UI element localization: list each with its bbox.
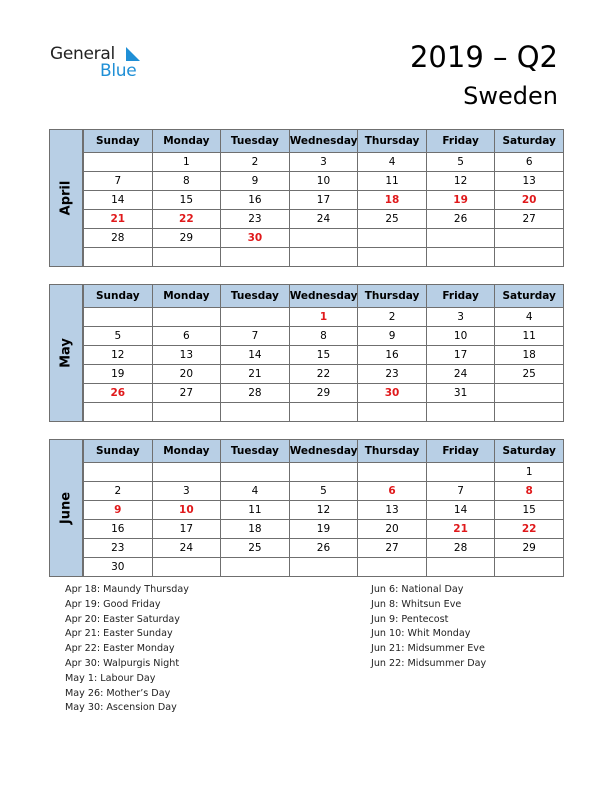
day-cell: 8: [495, 482, 564, 501]
week-row: [84, 308, 564, 327]
day-cell: [289, 558, 358, 577]
week-row: [84, 248, 564, 267]
day-cell: [84, 248, 153, 267]
weekday-header: Saturday: [495, 130, 564, 153]
day-cell: [358, 403, 427, 422]
month-side-bar: [49, 284, 83, 422]
day-cell: 29: [495, 539, 564, 558]
day-cell: [426, 403, 495, 422]
week-row: [84, 229, 564, 248]
day-cell: 23: [84, 539, 153, 558]
holiday-notes-right: [371, 583, 486, 672]
day-cell: 16: [84, 520, 153, 539]
day-cell: 27: [495, 210, 564, 229]
day-cell: [426, 248, 495, 267]
week-row: [84, 558, 564, 577]
day-cell: 18: [495, 346, 564, 365]
holiday-note: Jun 9: Pentecost: [371, 613, 449, 625]
day-cell: 7: [221, 327, 290, 346]
week-row: [84, 365, 564, 384]
day-cell: 28: [426, 539, 495, 558]
day-cell: 17: [152, 520, 221, 539]
day-cell: 4: [358, 153, 427, 172]
weekday-header: Friday: [426, 130, 495, 153]
weekday-header: Sunday: [84, 285, 153, 308]
day-cell: [495, 558, 564, 577]
day-cell: 24: [289, 210, 358, 229]
day-cell: 11: [221, 501, 290, 520]
day-cell: [152, 403, 221, 422]
day-cell: [84, 153, 153, 172]
weekday-header: Sunday: [84, 130, 153, 153]
weekday-header: Friday: [426, 440, 495, 463]
month-label: June: [58, 491, 74, 525]
day-cell: [84, 403, 153, 422]
day-cell: [152, 558, 221, 577]
calendar-table: [83, 129, 564, 267]
day-cell: [495, 403, 564, 422]
week-row: [84, 191, 564, 210]
day-cell: 2: [221, 153, 290, 172]
day-cell: 30: [84, 558, 153, 577]
holiday-note: Apr 18: Maundy Thursday: [65, 584, 189, 595]
day-cell: 6: [358, 482, 427, 501]
holiday-notes-left: [65, 583, 189, 716]
weekday-header: Wednesday: [289, 285, 358, 308]
day-cell: 1: [289, 308, 358, 327]
day-cell: [84, 308, 153, 327]
weekday-header: Tuesday: [221, 285, 290, 308]
day-cell: 26: [426, 210, 495, 229]
weekday-header: Tuesday: [221, 130, 290, 153]
day-cell: 13: [495, 172, 564, 191]
week-row: [84, 210, 564, 229]
day-cell: 21: [426, 520, 495, 539]
day-cell: 20: [358, 520, 427, 539]
day-cell: 29: [152, 229, 221, 248]
day-cell: 21: [84, 210, 153, 229]
month-may: [49, 284, 564, 422]
day-cell: [221, 463, 290, 482]
day-cell: [289, 248, 358, 267]
day-cell: 8: [289, 327, 358, 346]
day-cell: 14: [221, 346, 290, 365]
day-cell: 25: [221, 539, 290, 558]
day-cell: 3: [152, 482, 221, 501]
week-row: [84, 482, 564, 501]
holiday-note: May 26: Mother’s Day: [65, 687, 171, 699]
day-cell: [358, 229, 427, 248]
holiday-note: May 1: Labour Day: [65, 672, 156, 684]
day-cell: 13: [152, 346, 221, 365]
weekday-header: Friday: [426, 285, 495, 308]
weekday-header: Saturday: [495, 285, 564, 308]
day-cell: 10: [426, 327, 495, 346]
week-row: [84, 153, 564, 172]
day-cell: 10: [289, 172, 358, 191]
day-cell: 27: [152, 384, 221, 403]
day-cell: 12: [289, 501, 358, 520]
holiday-note: Jun 8: Whitsun Eve: [371, 598, 462, 610]
week-row: [84, 384, 564, 403]
holiday-note: Apr 20: Easter Saturday: [65, 613, 180, 625]
day-cell: 12: [84, 346, 153, 365]
weekday-header-row: [84, 285, 564, 308]
weekday-header: Monday: [152, 440, 221, 463]
day-cell: 20: [495, 191, 564, 210]
day-cell: [221, 248, 290, 267]
day-cell: 2: [84, 482, 153, 501]
day-cell: 6: [495, 153, 564, 172]
month-label: May: [58, 338, 74, 368]
holiday-note: May 30: Ascension Day: [65, 702, 177, 714]
day-cell: 5: [84, 327, 153, 346]
holiday-note: Jun 10: Whit Monday: [371, 628, 471, 640]
month-april: [49, 129, 564, 267]
weekday-header: Thursday: [358, 285, 427, 308]
day-cell: [84, 463, 153, 482]
day-cell: 23: [358, 365, 427, 384]
weekday-header: Wednesday: [289, 440, 358, 463]
day-cell: 4: [495, 308, 564, 327]
logo-blue-text: Blue: [100, 61, 137, 81]
day-cell: 3: [426, 308, 495, 327]
day-cell: 18: [221, 520, 290, 539]
day-cell: [426, 229, 495, 248]
day-cell: 9: [221, 172, 290, 191]
day-cell: 22: [152, 210, 221, 229]
day-cell: 22: [495, 520, 564, 539]
day-cell: 28: [84, 229, 153, 248]
day-cell: 17: [426, 346, 495, 365]
week-row: [84, 327, 564, 346]
day-cell: 24: [152, 539, 221, 558]
day-cell: 23: [221, 210, 290, 229]
day-cell: 2: [358, 308, 427, 327]
day-cell: 27: [358, 539, 427, 558]
day-cell: 22: [289, 365, 358, 384]
weekday-header: Thursday: [358, 130, 427, 153]
day-cell: [221, 558, 290, 577]
weekday-header-row: [84, 440, 564, 463]
week-row: [84, 172, 564, 191]
holiday-note: Jun 6: National Day: [371, 584, 464, 595]
day-cell: 19: [426, 191, 495, 210]
day-cell: 20: [152, 365, 221, 384]
day-cell: 10: [152, 501, 221, 520]
holiday-note: Apr 19: Good Friday: [65, 598, 161, 610]
day-cell: 9: [84, 501, 153, 520]
day-cell: 6: [152, 327, 221, 346]
week-row: [84, 539, 564, 558]
weekday-header: Thursday: [358, 440, 427, 463]
weekday-header: Wednesday: [289, 130, 358, 153]
weekday-header-row: [84, 130, 564, 153]
day-cell: 16: [221, 191, 290, 210]
day-cell: 5: [426, 153, 495, 172]
day-cell: [289, 403, 358, 422]
day-cell: 25: [495, 365, 564, 384]
day-cell: 4: [221, 482, 290, 501]
weekday-header: Monday: [152, 285, 221, 308]
day-cell: 26: [289, 539, 358, 558]
day-cell: [358, 248, 427, 267]
day-cell: [152, 463, 221, 482]
weekday-header: Sunday: [84, 440, 153, 463]
holiday-note: Apr 22: Easter Monday: [65, 643, 175, 655]
day-cell: 18: [358, 191, 427, 210]
day-cell: 12: [426, 172, 495, 191]
day-cell: 30: [221, 229, 290, 248]
day-cell: [495, 229, 564, 248]
holiday-note: Apr 21: Easter Sunday: [65, 628, 173, 640]
week-row: [84, 346, 564, 365]
logo-triangle-icon: [126, 47, 140, 61]
day-cell: 25: [358, 210, 427, 229]
day-cell: [358, 463, 427, 482]
day-cell: [495, 384, 564, 403]
month-side-bar: [49, 439, 83, 577]
day-cell: [152, 308, 221, 327]
day-cell: 24: [426, 365, 495, 384]
day-cell: 28: [221, 384, 290, 403]
day-cell: [152, 248, 221, 267]
calendar-table: [83, 439, 564, 577]
day-cell: [221, 308, 290, 327]
day-cell: 7: [426, 482, 495, 501]
week-row: [84, 501, 564, 520]
day-cell: 15: [152, 191, 221, 210]
day-cell: 30: [358, 384, 427, 403]
day-cell: 14: [426, 501, 495, 520]
day-cell: 26: [84, 384, 153, 403]
day-cell: 1: [152, 153, 221, 172]
day-cell: 31: [426, 384, 495, 403]
week-row: [84, 403, 564, 422]
day-cell: [426, 558, 495, 577]
weekday-header: Tuesday: [221, 440, 290, 463]
day-cell: [221, 403, 290, 422]
country-name: Sweden: [463, 82, 558, 110]
day-cell: 8: [152, 172, 221, 191]
day-cell: [289, 229, 358, 248]
logo-general-text: General: [50, 44, 115, 64]
week-row: [84, 463, 564, 482]
month-june: [49, 439, 564, 577]
weekday-header: Saturday: [495, 440, 564, 463]
day-cell: 16: [358, 346, 427, 365]
day-cell: 15: [289, 346, 358, 365]
day-cell: 11: [358, 172, 427, 191]
month-label: April: [58, 180, 74, 216]
day-cell: [358, 558, 427, 577]
day-cell: 5: [289, 482, 358, 501]
day-cell: 15: [495, 501, 564, 520]
page-title: 2019 – Q2: [409, 40, 558, 74]
day-cell: 29: [289, 384, 358, 403]
day-cell: 11: [495, 327, 564, 346]
day-cell: 19: [84, 365, 153, 384]
day-cell: [426, 463, 495, 482]
day-cell: 19: [289, 520, 358, 539]
day-cell: 1: [495, 463, 564, 482]
day-cell: [289, 463, 358, 482]
calendar-table: [83, 284, 564, 422]
day-cell: 17: [289, 191, 358, 210]
month-side-bar: [49, 129, 83, 267]
day-cell: 13: [358, 501, 427, 520]
day-cell: 21: [221, 365, 290, 384]
weekday-header: Monday: [152, 130, 221, 153]
day-cell: [495, 248, 564, 267]
week-row: [84, 520, 564, 539]
holiday-note: Apr 30: Walpurgis Night: [65, 657, 180, 669]
holiday-note: Jun 21: Midsummer Eve: [371, 643, 485, 655]
day-cell: 7: [84, 172, 153, 191]
day-cell: 3: [289, 153, 358, 172]
day-cell: 9: [358, 327, 427, 346]
day-cell: 14: [84, 191, 153, 210]
holiday-note: Jun 22: Midsummer Day: [371, 657, 487, 669]
